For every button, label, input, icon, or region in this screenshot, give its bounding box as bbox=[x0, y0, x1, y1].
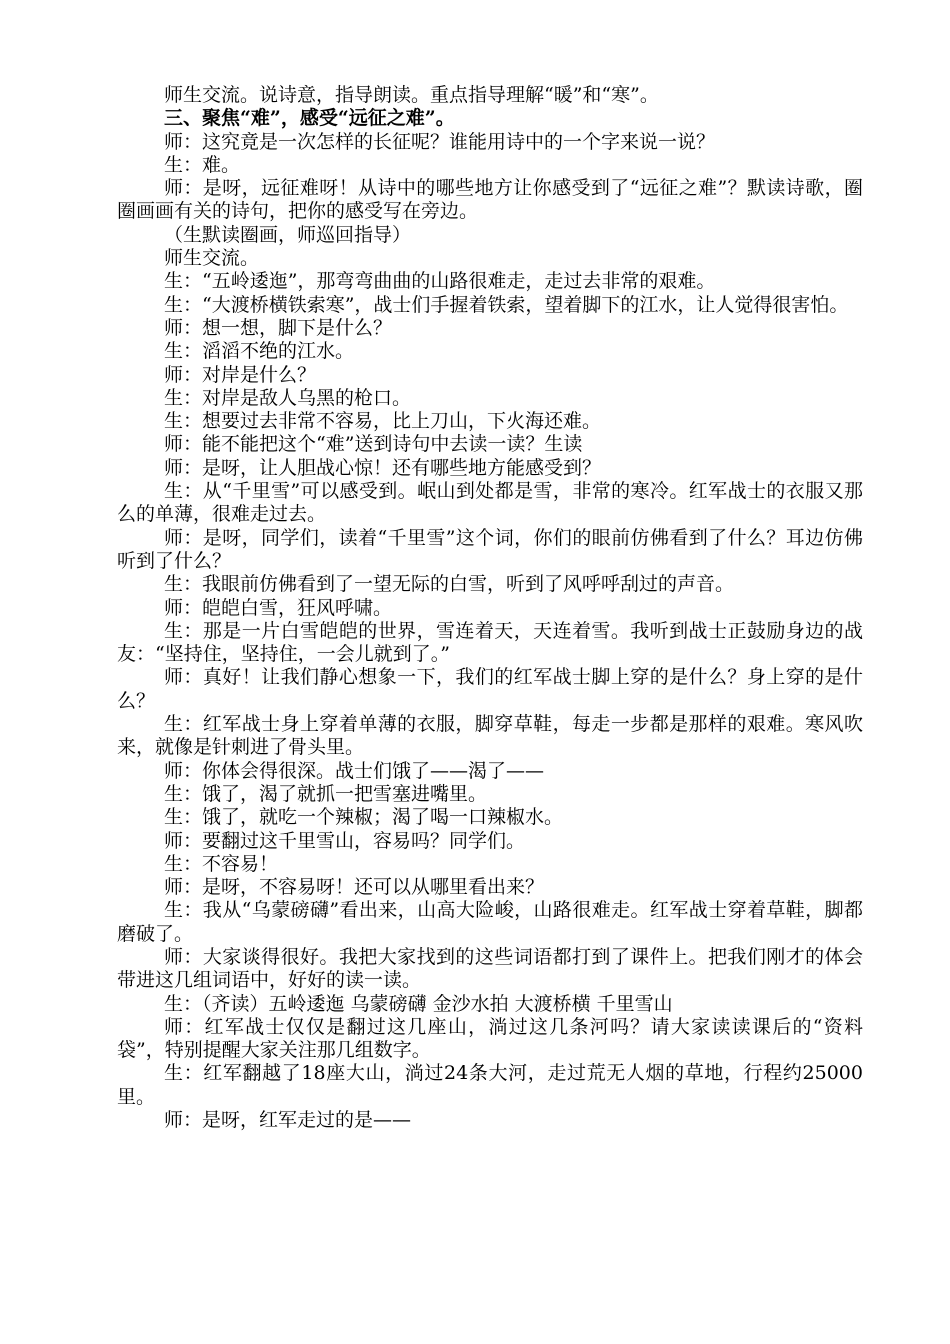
paragraph-34: 生：红军翻越了18座大山，淌过24条大河，走过荒无人烟的草地，行程约25000里。 bbox=[117, 1062, 863, 1108]
paragraph-21: 生：那是一片白雪皑皑的世界，雪连着天，天连着雪。我听到战士正鼓励身边的战友：“坚持住，坚持住，一会儿就到了。” bbox=[117, 619, 863, 666]
paragraph-12: 师：对岸是什么？ bbox=[164, 363, 317, 386]
paragraph-11: 生：滔滔不绝的江水。 bbox=[164, 340, 355, 363]
paragraph-22: 师：真好！让我们静心想象一下，我们的红军战士脚上穿的是什么？身上穿的是什么？ bbox=[117, 666, 863, 712]
document-page bbox=[117, 84, 863, 1132]
paragraph-28: 生：不容易！ bbox=[164, 852, 279, 875]
paragraph-17: 生：从“千里雪”可以感受到。岷山到处都是雪，非常的寒冷。红军战士的衣服又那么的单薄，很难走过去。 bbox=[117, 480, 863, 526]
paragraph-4: 生：难。 bbox=[164, 153, 241, 176]
paragraph-32: 生：（齐读）五岭逶迤 乌蒙磅礴 金沙水拍 大渡桥横 千里雪山 bbox=[164, 992, 673, 1015]
paragraph-6: （生默读圈画，师巡回指导） bbox=[164, 223, 412, 246]
paragraph-15: 师：能不能把这个“难”送到诗句中去读一读？生读 bbox=[164, 433, 583, 456]
paragraph-31: 师：大家谈得很好。我把大家找到的这些词语都打到了课件上。把我们刚才的体会带进这几组词语中，好好的读一读。 bbox=[117, 945, 863, 992]
paragraph-7: 师生交流。 bbox=[164, 247, 260, 270]
paragraph-13: 生：对岸是敌人乌黑的枪口。 bbox=[164, 386, 412, 409]
paragraph-30: 生：我从“乌蒙磅礴”看出来，山高大险峻，山路很难走。红军战士穿着草鞋，脚都磨破了。 bbox=[117, 899, 863, 945]
paragraph-23: 生：红军战士身上穿着单薄的衣服，脚穿草鞋，每走一步都是那样的艰难。寒风吹来，就像是针刺进了骨头里。 bbox=[117, 713, 863, 759]
paragraph-27: 师：要翻过这千里雪山，容易吗？同学们。 bbox=[164, 829, 526, 852]
paragraph-14: 生：想要过去非常不容易，比上刀山，下火海还难。 bbox=[164, 410, 602, 433]
paragraph-3: 师：这究竟是一次怎样的长征呢？谁能用诗中的一个字来说一说？ bbox=[164, 130, 716, 153]
paragraph-10: 师：想一想，脚下是什么？ bbox=[164, 316, 393, 339]
paragraph-20: 师：皑皑白雪，狂风呼啸。 bbox=[164, 596, 393, 619]
paragraph-19: 生：我眼前仿佛看到了一望无际的白雪，听到了风呼呼刮过的声音。 bbox=[164, 573, 735, 596]
paragraph-5: 师：是呀，远征难呀！从诗中的哪些地方让你感受到了“远征之难”？默读诗歌，圈圈画画有关的诗句，把你的感受写在旁边。 bbox=[117, 177, 863, 223]
section-heading: 三、聚焦“难”，感受“远征之难”。 bbox=[164, 107, 455, 130]
paragraph-33: 师：红军战士仅仅是翻过这几座山，淌过这几条河吗？请大家读读课后的“资料袋”，特别提醒大家关注那几组数字。 bbox=[117, 1015, 863, 1062]
paragraph-1: 师生交流。说诗意，指导朗读。重点指导理解“暖”和“寒”。 bbox=[164, 84, 659, 106]
paragraph-24: 师：你体会得很深。战士们饿了——渴了—— bbox=[164, 759, 545, 782]
paragraph-9: 生：“大渡桥横铁索寒”，战士们手握着铁索，望着脚下的江水，让人觉得很害怕。 bbox=[164, 293, 849, 316]
paragraph-16: 师：是呀，让人胆战心惊！还有哪些地方能感受到？ bbox=[164, 456, 602, 479]
paragraph-25: 生：饿了，渴了就抓一把雪塞进嘴里。 bbox=[164, 782, 488, 805]
paragraph-29: 师：是呀，不容易呀！还可以从哪里看出来？ bbox=[164, 876, 545, 899]
paragraph-8: 生：“五岭逶迤”，那弯弯曲曲的山路很难走，走过去非常的艰难。 bbox=[164, 270, 716, 293]
paragraph-18: 师：是呀，同学们，读着“千里雪”这个词，你们的眼前仿佛看到了什么？耳边仿佛听到了什么？ bbox=[117, 526, 863, 572]
paragraph-35: 师：是呀，红军走过的是—— bbox=[164, 1109, 412, 1132]
paragraph-26: 生：饿了，就吃一个辣椒；渴了喝一口辣椒水。 bbox=[164, 806, 564, 829]
